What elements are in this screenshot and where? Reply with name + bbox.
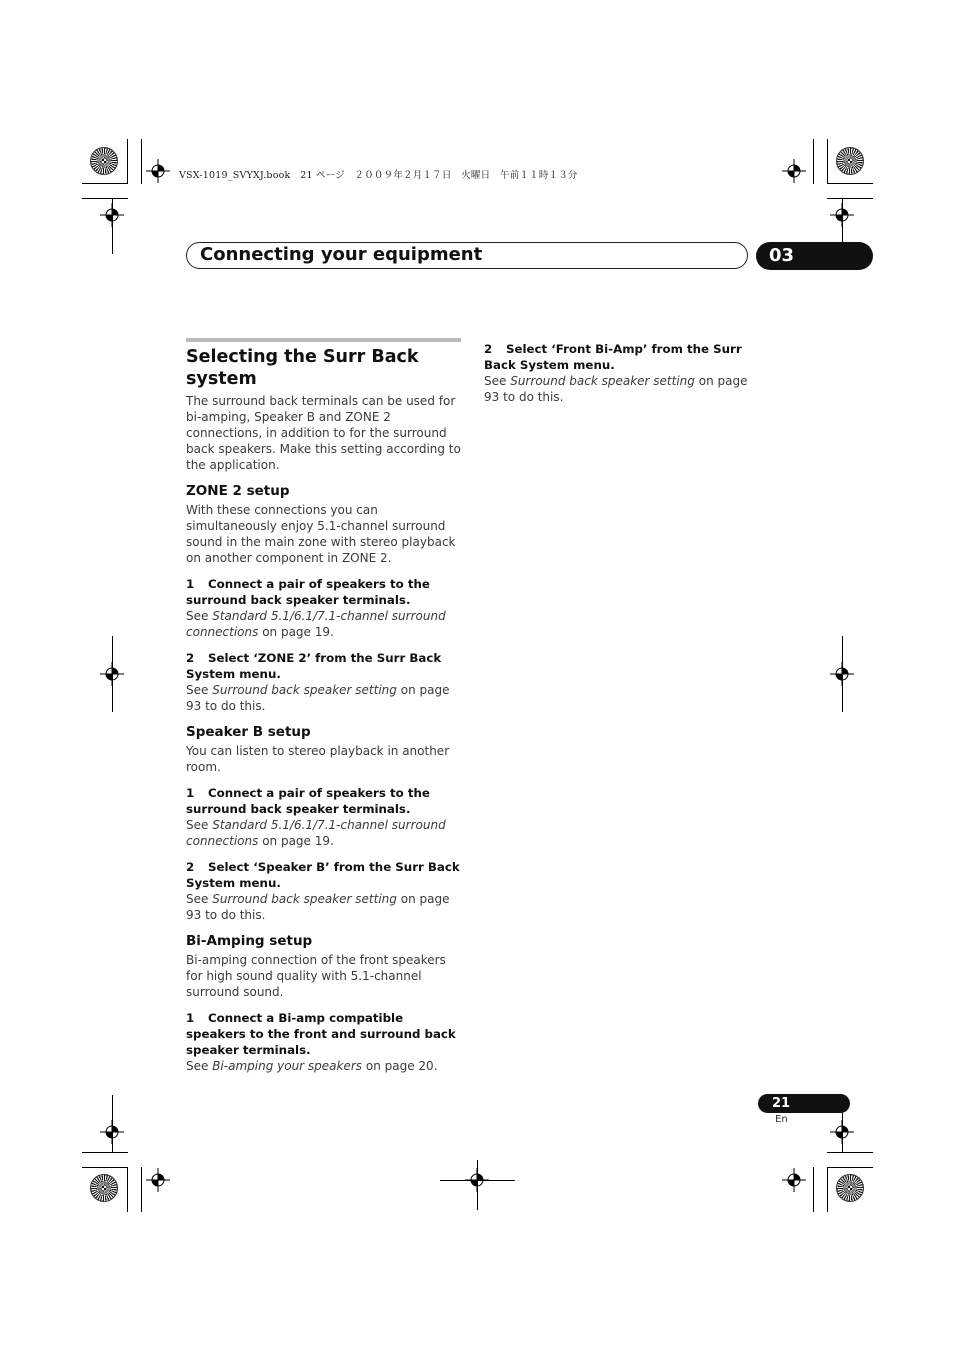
registration-crosshair-icon bbox=[830, 203, 854, 227]
registration-rosette-icon bbox=[90, 1174, 118, 1202]
registration-crosshair-icon bbox=[146, 159, 170, 183]
speakerb-step-1: 1 Connect a pair of speakers to the surround back speaker terminals. bbox=[186, 786, 430, 816]
registration-rosette-icon bbox=[90, 147, 118, 175]
biamp-step-2-reference: See Surround back speaker setting on page 93 to do this. bbox=[484, 374, 748, 404]
registration-crosshair-icon bbox=[100, 1120, 124, 1144]
biamp-step-1-reference: See Bi-amping your speakers on page 20. bbox=[186, 1059, 438, 1073]
speakerb-heading: Speaker B setup bbox=[186, 724, 311, 740]
biamp-step-2: 2 Select ‘Front Bi-Amp’ from the Surr Back System menu. bbox=[484, 342, 742, 372]
zone2-step-2-reference: See Surround back speaker setting on page 93 to do this. bbox=[186, 683, 450, 713]
language-code: En bbox=[775, 1114, 788, 1125]
cross-reference-link: Bi-amping your speakers bbox=[212, 1059, 363, 1073]
chapter-number-badge: 03 bbox=[756, 242, 873, 270]
zone2-step-1: 1 Connect a pair of speakers to the surround back speaker terminals. bbox=[186, 577, 430, 607]
registration-crosshair-icon bbox=[782, 159, 806, 183]
cross-reference-link: Standard 5.1/6.1/7.1-channel surround connections bbox=[186, 609, 446, 639]
speakerb-step-2-reference: See Surround back speaker setting on page 93 to do this. bbox=[186, 892, 450, 922]
biamp-body: Bi-amping connection of the front speakers for high sound quality with 5.1-channel surround sound. bbox=[186, 953, 446, 999]
section-heading: Selecting the Surr Back system bbox=[186, 347, 419, 389]
zone2-step-1-reference: See Standard 5.1/6.1/7.1-channel surround connections on page 19. bbox=[186, 609, 446, 639]
registration-crosshair-icon bbox=[782, 1168, 806, 1192]
page-number-badge: 21 bbox=[758, 1094, 850, 1113]
cross-reference-link: Surround back speaker setting bbox=[510, 374, 695, 388]
right-column bbox=[484, 331, 762, 405]
zone2-step-2: 2 Select ‘ZONE 2’ from the Surr Back System menu. bbox=[186, 651, 442, 681]
speakerb-body: You can listen to stereo playback in another room. bbox=[186, 744, 450, 774]
registration-crosshair-icon bbox=[100, 203, 124, 227]
registration-crosshair-icon bbox=[146, 1168, 170, 1192]
left-column bbox=[186, 338, 464, 1074]
cross-reference-link: Surround back speaker setting bbox=[212, 683, 397, 697]
print-header: VSX-1019_SVYXJ.book 21 ページ ２００９年２月１７日 火曜日 午前１１時１３分 bbox=[179, 170, 578, 181]
registration-crosshair-icon bbox=[100, 662, 124, 686]
zone2-body: With these connections you can simultaneously enjoy 5.1-channel surround sound in the main zone with stereo playback on another component in ZONE 2. bbox=[186, 503, 456, 565]
registration-crosshair-icon bbox=[830, 1120, 854, 1144]
registration-rosette-icon bbox=[836, 147, 864, 175]
registration-rosette-icon bbox=[836, 1174, 864, 1202]
biamp-step-1: 1 Connect a Bi-amp compatible speakers to the front and surround back speaker terminals. bbox=[186, 1011, 456, 1057]
registration-crosshair-icon bbox=[830, 662, 854, 686]
intro-paragraph: The surround back terminals can be used for bi-amping, Speaker B and ZONE 2 connections, in addition to for the surround back speakers. Make this setting according to the application. bbox=[186, 394, 461, 472]
speakerb-step-2: 2 Select ‘Speaker B’ from the Surr Back System menu. bbox=[186, 860, 460, 890]
speakerb-step-1-reference: See Standard 5.1/6.1/7.1-channel surround connections on page 19. bbox=[186, 818, 446, 848]
biamp-heading: Bi-Amping setup bbox=[186, 933, 313, 949]
registration-crosshair-icon bbox=[465, 1168, 489, 1192]
cross-reference-link: Surround back speaker setting bbox=[212, 892, 397, 906]
heading-rule bbox=[186, 338, 461, 342]
chapter-title: Connecting your equipment bbox=[200, 244, 483, 265]
zone2-heading: ZONE 2 setup bbox=[186, 483, 290, 499]
cross-reference-link: Standard 5.1/6.1/7.1-channel surround connections bbox=[186, 818, 446, 848]
